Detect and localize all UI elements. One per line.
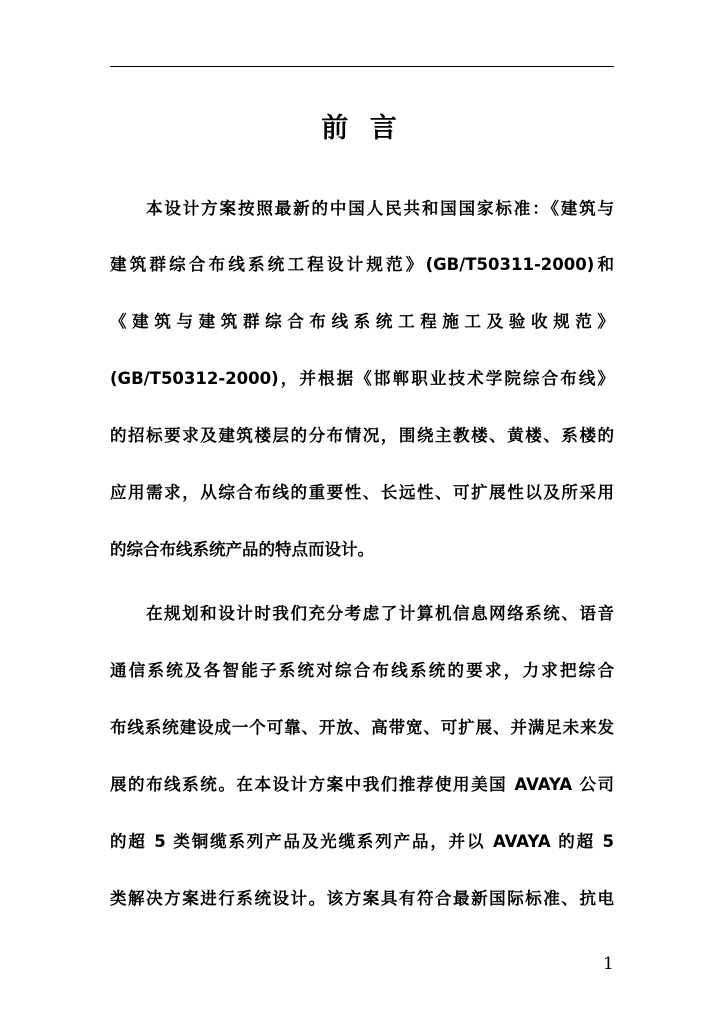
paragraph-line: 建筑群综合布线系统工程设计规范》(GB/T50311-2000)和 [110,255,614,274]
paragraph-line: 的招标要求及建筑楼层的分布情况，围绕主教楼、黄楼、系楼的 [110,426,614,445]
paragraph-line: 本设计方案按照最新的中国人民共和国国家标准：《建筑与 [146,199,614,218]
paragraph-line: 的超 5 类铜缆系列产品及光缆系列产品，并以 AVAYA 的超 5 [110,832,614,851]
paragraph-line: (GB/T50312-2000)，并根据《邯郸职业技术学院综合布线》 [110,369,614,388]
page-title: 前 言 [321,113,403,144]
paragraph-line: 展的布线系统。在本设计方案中我们推荐使用美国 AVAYA 公司 [110,775,614,794]
paragraph-line: 在规划和设计时我们充分考虑了计算机信息网络系统、语音 [146,604,614,623]
paragraph-line: 类解决方案进行系统设计。该方案具有符合最新国际标准、抗电 [110,889,614,908]
paragraph-line: 布线系统建设成一个可靠、开放、高带宽、可扩展、并满足未来发 [110,718,614,737]
paragraph-line: 应用需求，从综合布线的重要性、长远性、可扩展性以及所采用 [110,483,614,502]
header-rule [110,66,614,67]
paragraph-line: 的综合布线系统产品的特点而设计。 [110,540,374,559]
page-number: 1 [603,954,614,974]
paragraph-line: 通信系统及各智能子系统对综合布线系统的要求，力求把综合 [110,661,614,680]
paragraph-line: 《建筑与建筑群综合布线系统工程施工及验收规范》 [110,312,614,331]
